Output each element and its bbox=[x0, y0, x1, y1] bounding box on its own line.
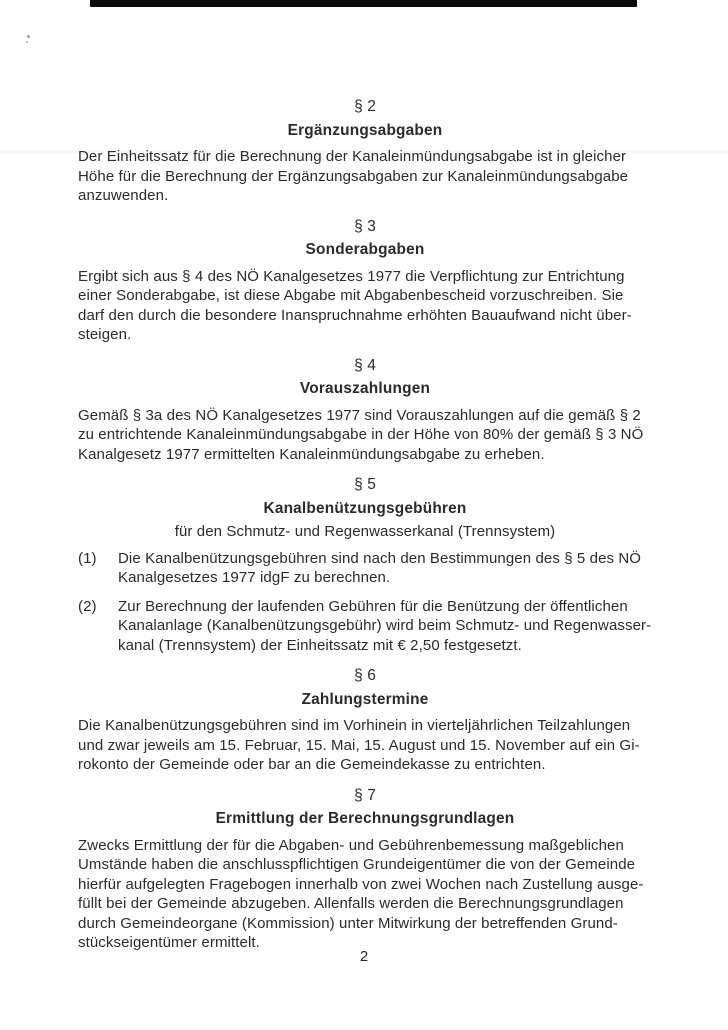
text-line: Zwecks Ermittlung der für die Abgaben- und Gebührenbemessung maßgeblichen bbox=[78, 836, 624, 854]
text-lines bbox=[118, 549, 652, 588]
text-line: Gemäß § 3a des NÖ Kanalgesetzes 1977 sind Vorauszahlungen auf die gemäß § 2 bbox=[78, 406, 641, 424]
text-lines bbox=[78, 147, 652, 206]
text-line: rokonto der Gemeinde oder bar an die Gemeindekasse zu entrichten. bbox=[78, 756, 546, 773]
paragraph bbox=[78, 406, 652, 465]
text-line: zu entrichtende Kanaleinmündungsabgabe in der Höhe von 80% der gemäß § 3 NÖ bbox=[78, 426, 644, 443]
text-line: steigen. bbox=[78, 326, 132, 343]
text-line: Umstände haben die anschlusspflichtigen Grundeigentümer die von der Gemeinde bbox=[78, 856, 636, 873]
text-line: anzuwenden. bbox=[78, 187, 169, 204]
paragraph-label: § 4 bbox=[354, 356, 376, 374]
item-marker: (2) bbox=[78, 597, 97, 615]
section-title: Vorauszahlungen bbox=[299, 380, 431, 397]
text-line: hierfür aufgelegten Fragebogen innerhalb von zwei Wochen nach Zustellung ausge- bbox=[78, 875, 644, 893]
section-title: Ermittlung der Berechnungsgrundlagen bbox=[215, 810, 515, 827]
text-line: und zwar jeweils am 15. Februar, 15. Mai, 15. August und 15. November auf ein Gi- bbox=[78, 736, 640, 754]
paragraph bbox=[78, 267, 652, 345]
item-marker: (1) bbox=[78, 549, 97, 567]
text-line: füllt bei der Gemeinde abzugeben. Allenfalls werden die Berechnungsgrundlagen bbox=[78, 895, 624, 912]
text-lines bbox=[78, 406, 652, 465]
section-title: Zahlungstermine bbox=[301, 690, 429, 708]
text-line: einer Sonderabgabe, ist diese Abgabe mit Abgabenbescheid vorzuschreiben. Sie bbox=[78, 287, 624, 304]
scan-speck bbox=[27, 35, 30, 38]
paragraph-label: § 7 bbox=[354, 786, 376, 804]
text-line: Ergibt sich aus § 4 des NÖ Kanalgesetzes 1977 die Verpflichtung zur Entrichtung bbox=[78, 267, 625, 285]
paragraph bbox=[78, 147, 652, 206]
paragraph-label: § 5 bbox=[354, 476, 376, 493]
scan-speck bbox=[26, 41, 28, 43]
section-body bbox=[78, 549, 652, 656]
section-body bbox=[78, 406, 652, 465]
section-title: Kanalbenützungsgebühren bbox=[263, 499, 467, 517]
numbered-item bbox=[78, 549, 652, 588]
text-line: Kanalgesetz 1977 ermittelten Kanaleinmündungsabgabe zu erheben. bbox=[78, 445, 545, 463]
text-line: Der Einheitssatz für die Berechnung der Kanaleinmündungsabgabe ist in gleicher bbox=[78, 148, 627, 165]
text-line: Höhe für die Berechnung der Ergänzungsabgaben zur Kanaleinmündungsabgabe bbox=[78, 167, 629, 185]
section bbox=[78, 356, 652, 465]
section-body bbox=[78, 147, 652, 206]
section-body bbox=[78, 836, 652, 953]
section bbox=[78, 217, 652, 345]
text-lines bbox=[78, 836, 652, 953]
scan-artifact-top-bar bbox=[90, 0, 637, 7]
section bbox=[78, 666, 652, 775]
text-line: Kanalgesetzes 1977 idgF zu berechnen. bbox=[118, 569, 391, 586]
text-line: kanal (Trennsystem) der Einheitssatz mit € 2,50 festgesetzt. bbox=[118, 636, 522, 654]
page-number: 2 bbox=[359, 948, 369, 965]
text-line: durch Gemeindeorgane (Kommission) unter Mitwirkung der betreffenden Grund- bbox=[78, 914, 618, 932]
paragraph-label: § 2 bbox=[354, 98, 376, 115]
section bbox=[78, 97, 652, 206]
paragraph bbox=[78, 716, 652, 775]
section-title: Ergänzungsabgaben bbox=[287, 121, 443, 139]
section-subtitle: für den Schmutz- und Regenwasserkanal (Trennsystem) bbox=[174, 523, 556, 540]
numbered-item bbox=[78, 597, 652, 656]
text-line: stückseigentümer ermittelt. bbox=[78, 934, 260, 951]
paragraph bbox=[78, 836, 652, 953]
section bbox=[78, 475, 652, 655]
text-lines bbox=[118, 597, 652, 656]
text-lines bbox=[78, 716, 652, 775]
text-line: Die Kanalbenützungsgebühren sind nach den Bestimmungen des § 5 des NÖ bbox=[118, 549, 642, 567]
section-body bbox=[78, 716, 652, 775]
text-line: Die Kanalbenützungsgebühren sind im Vorhinein in vierteljährlichen Teilzahlungen bbox=[78, 717, 631, 734]
section-title: Sonderabgaben bbox=[305, 241, 425, 258]
text-lines bbox=[78, 267, 652, 345]
paragraph-label: § 6 bbox=[354, 667, 376, 684]
section-body bbox=[78, 267, 652, 345]
text-line: Zur Berechnung der laufenden Gebühren für die Benützung der öffentlichen bbox=[118, 597, 628, 615]
document-content bbox=[78, 97, 652, 953]
text-line: darf den durch die besondere Inanspruchnahme erhöhten Bauaufwand nicht über- bbox=[78, 306, 632, 324]
section bbox=[78, 786, 652, 953]
paragraph-label: § 3 bbox=[354, 217, 376, 235]
text-line: Kanalanlage (Kanalbenützungsgebühr) wird beim Schmutz- und Regenwasser- bbox=[118, 617, 652, 634]
